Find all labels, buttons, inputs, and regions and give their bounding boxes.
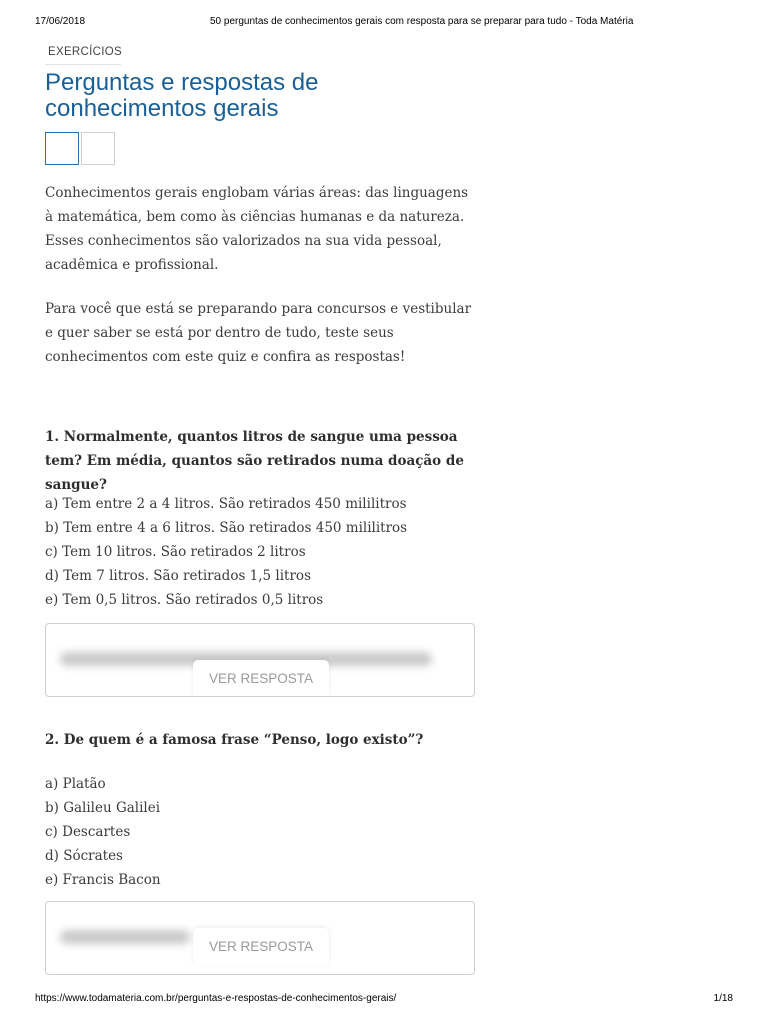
hidden-answer-text [60,930,190,944]
intro-paragraph: Para você que está se preparando para concursos e vestibular e quer saber se está por dentro de tudo, teste seus conhecimentos com este quiz e confira as respostas! [45,301,472,365]
print-url[interactable]: https://www.todamateria.com.br/perguntas-e-respostas-de-conhecimentos-gerais/ [35,993,397,1004]
question-2: 2. De quem é a famosa frase “Penso, logo existo”? [45,732,424,748]
question-2-options [45,772,475,892]
option-item: d) Tem 7 litros. São retirados 1,5 litros [45,568,311,584]
print-document-title: 50 perguntas de conhecimentos gerais com resposta para se preparar para tudo - Toda Matéria [210,16,634,27]
option-item: d) Sócrates [45,848,123,864]
option-item: b) Tem entre 4 a 6 litros. São retirados 450 mililitros [45,520,408,536]
option-item: c) Descartes [45,824,131,840]
option-item: b) Galileu Galilei [45,800,161,816]
option-item: e) Tem 0,5 litros. São retirados 0,5 litros [45,592,324,608]
print-footer [0,993,768,1007]
page-title: Perguntas e respostas de conhecimentos gerais [45,69,319,122]
print-header [0,16,768,30]
option-item: e) Francis Bacon [45,872,161,888]
page-number: 1/18 [713,993,733,1004]
category-tag[interactable]: EXERCÍCIOS [45,45,121,65]
print-date: 17/06/2018 [35,16,86,27]
option-item: a) Platão [45,776,106,792]
share-button-secondary[interactable] [81,132,115,165]
question-1: 1. Normalmente, quantos litros de sangue uma pessoa tem? Em média, quantos são retirados numa doação de sangue? [45,429,464,493]
option-item: c) Tem 10 litros. São retirados 2 litros [45,544,306,560]
answer-box-2 [45,901,475,975]
show-answer-button[interactable]: VER RESPOSTA [193,660,329,697]
show-answer-button[interactable]: VER RESPOSTA [193,928,329,966]
question-1-options [45,492,475,612]
intro-paragraph: Conhecimentos gerais englobam várias áreas: das linguagens à matemática, bem como às ciências humanas e da natureza. Esses conhecimentos são valorizados na sua vida pessoal, acadêmica e profissional. [45,185,469,273]
answer-box-1 [45,623,475,697]
option-item: a) Tem entre 2 a 4 litros. São retirados 450 mililitros [45,496,407,512]
share-button[interactable] [45,132,79,165]
